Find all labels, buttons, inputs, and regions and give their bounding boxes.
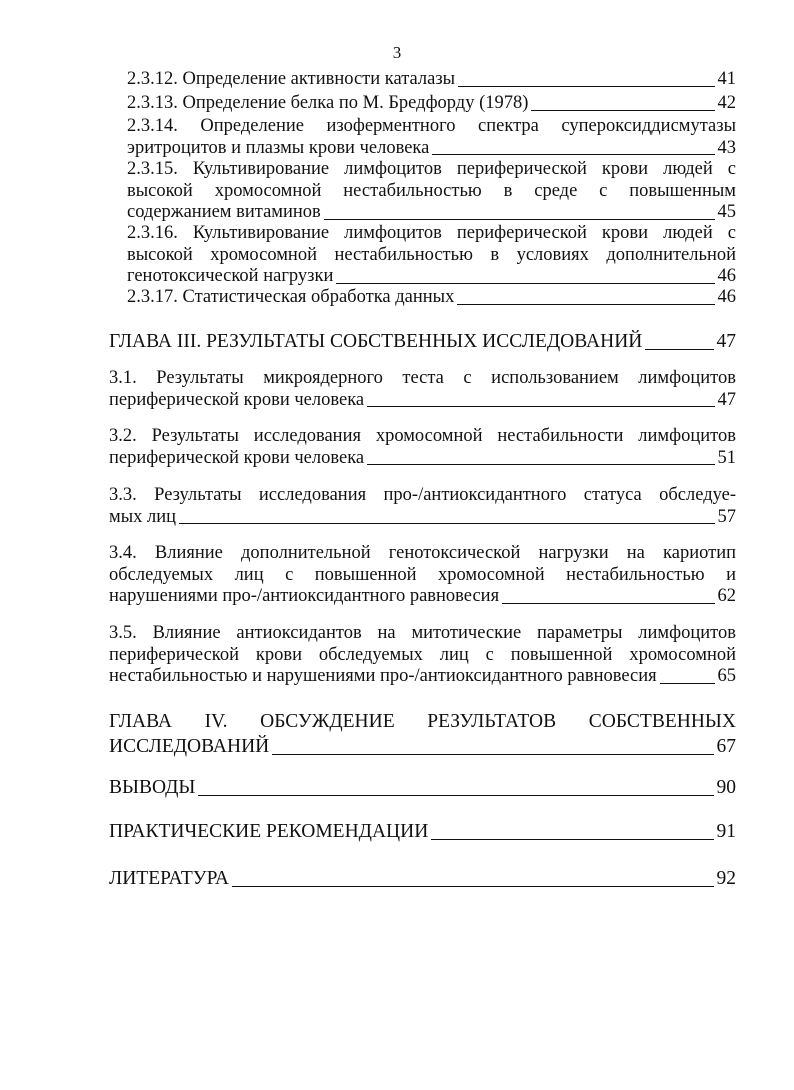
toc-entry-2-3-15 (127, 159, 736, 224)
toc-entry-title: ПРАКТИЧЕСКИЕ РЕКОМЕНДАЦИИ (109, 821, 429, 842)
toc-entry-title-line-2: периферической крови человека (109, 447, 365, 468)
toc-entry-title-line-1: 3.2. Результаты исследования хромосомной нестабильности лимфоцитов (109, 426, 736, 446)
toc-entry-title: 2.3.13. Определение белка по М. Бредфорду (1978) (127, 93, 529, 113)
dot-leader (367, 406, 714, 407)
dot-leader (336, 283, 714, 284)
dot-leader (272, 754, 713, 755)
toc-entry-title-line-1: 2.3.16. Культивирование лимфоцитов периферической крови людей с (127, 223, 736, 243)
toc-entry-title-line-2: периферической крови человека (109, 389, 365, 410)
toc-entry-title: ГЛАВА III. РЕЗУЛЬТАТЫ СОБСТВЕННЫХ ИССЛЕДОВАНИЙ (109, 331, 643, 352)
toc-page-number: 42 (717, 93, 736, 113)
toc-entry-title-line-2: высокой хромосомной нестабильностью в среде с повышенным (127, 180, 736, 201)
toc-entry-title: 2.3.12. Определение активности каталазы (127, 69, 456, 89)
toc-page-number: 90 (716, 777, 736, 798)
dot-leader (232, 886, 714, 887)
toc-entry-literature (109, 866, 736, 891)
dot-leader (458, 86, 714, 87)
toc-entry-title: ЛИТЕРАТУРА (109, 868, 229, 889)
toc-entry-title-line-1: 2.3.15. Культивирование лимфоцитов периферической крови людей с (127, 159, 736, 179)
toc-entry-title-line-2: ИССЛЕДОВАНИЙ (109, 736, 270, 757)
toc-entry-title-line-1: 3.5. Влияние антиоксидантов на митотические параметры лимфоцитов (109, 623, 736, 643)
toc-entry-chapter-4 (109, 709, 736, 759)
toc-entry-3-4 (109, 543, 736, 608)
toc-entry-title: ВЫВОДЫ (109, 777, 196, 798)
toc-entry-recommendations (109, 819, 736, 844)
dot-leader (367, 464, 714, 465)
dot-leader (431, 839, 713, 840)
toc-page-number: 57 (717, 506, 736, 527)
toc-entry-title-line-1: 3.3. Результаты исследования про-/антиоксидантного статуса обследуе- (109, 485, 736, 505)
toc-page-number: 92 (716, 868, 736, 889)
toc-entry-3-3 (109, 485, 736, 528)
toc-entry-title-line-1: 2.3.14. Определение изоферментного спектра супероксиддисмутазы (127, 116, 736, 136)
toc-entry-title-line-2: высокой хромосомной нестабильностью в условиях дополнительной (127, 244, 736, 265)
dot-leader (660, 683, 715, 684)
toc-entry-title-line-2: мых лиц (109, 506, 177, 527)
toc-page-number: 46 (717, 266, 736, 287)
dot-leader (645, 349, 713, 350)
toc-entry-title-line-1: 3.1. Результаты микроядерного теста с использованием лимфоцитов (109, 368, 736, 388)
toc-page-number: 47 (717, 389, 736, 410)
dot-leader (198, 795, 713, 796)
toc-entry-title-line-1: 3.4. Влияние дополнительной генотоксической нагрузки на кариотип (109, 543, 736, 563)
dot-leader (179, 523, 714, 524)
toc-page-number: 51 (717, 447, 736, 468)
toc-entry-title-line-3: нарушениями про-/антиоксидантного равновесия (109, 586, 500, 607)
toc-page-number: 65 (717, 666, 736, 687)
toc-page-number: 62 (717, 586, 736, 607)
toc-entry-title: 2.3.17. Статистическая обработка данных (127, 287, 455, 307)
toc-page-number: 67 (716, 736, 736, 757)
toc-entry-2-3-14 (127, 116, 736, 159)
toc-page-number: 43 (717, 137, 736, 158)
toc-page-number: 41 (717, 69, 736, 89)
toc-entry-title-line-3: нестабильностью и нарушениями про-/антиоксидантного равновесия (109, 666, 657, 687)
toc-entry-title-line-2: обследуемых лиц с повышенной хромосомной нестабильностью и (109, 564, 736, 585)
toc-entry-3-2 (109, 426, 736, 469)
toc-entry-title-line-3: содержанием витаминов (127, 202, 321, 223)
toc-entry-title-line-2: эритроцитов и плазмы крови человека (127, 137, 430, 158)
toc-entry-3-1 (109, 368, 736, 411)
toc-entry-title-line-1: ГЛАВА IV. ОБСУЖДЕНИЕ РЕЗУЛЬТАТОВ СОБСТВЕННЫХ (109, 711, 736, 732)
dot-leader (531, 110, 714, 111)
dot-leader (502, 603, 714, 604)
toc-entry-title-line-2: периферической крови обследуемых лиц с повышенной хромосомной (109, 644, 736, 665)
toc-entry-2-3-17 (127, 287, 736, 309)
dot-leader (432, 154, 714, 155)
toc-entry-2-3-16 (127, 223, 736, 288)
toc-entry-title-line-3: генотоксической нагрузки (127, 266, 334, 287)
toc-entry-3-5 (109, 623, 736, 688)
toc-entry-conclusions (109, 775, 736, 800)
toc-entry-chapter-3 (109, 329, 736, 354)
toc-page-number: 47 (716, 331, 736, 352)
toc-page-number: 45 (717, 202, 736, 223)
dot-leader (324, 219, 715, 220)
dot-leader (457, 304, 714, 305)
toc-page-number: 46 (717, 287, 736, 307)
toc-entry-2-3-12 (127, 69, 736, 91)
page-number: 3 (392, 43, 402, 62)
toc-entry-2-3-13 (127, 93, 736, 115)
toc-page-number: 91 (716, 821, 736, 842)
